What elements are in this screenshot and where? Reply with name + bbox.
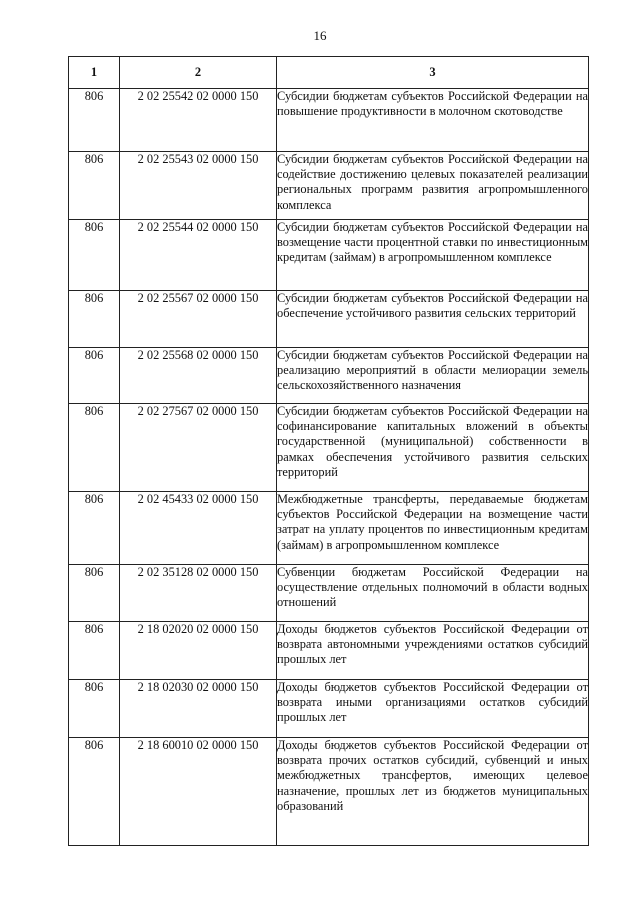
table-row — [69, 404, 589, 492]
description-cell: Субсидии бюджетам субъектов Российской Федерации на реализацию мероприятий в области мелиорации земель сельскохозяйственного назначения — [277, 348, 589, 404]
budget-code-cell: 2 02 25568 02 0000 150 — [120, 348, 277, 404]
column-header-2: 2 — [120, 57, 277, 89]
admin-code-cell: 806 — [69, 404, 120, 492]
budget-code-cell: 2 18 02030 02 0000 150 — [120, 680, 277, 738]
column-header-3: 3 — [277, 57, 589, 89]
description-cell: Доходы бюджетов субъектов Российской Федерации от возврата прочих остатков субсидий, субвенций и иных межбюджетных трансфертов, имеющих целевое назначение, прошлых лет из бюджетов муниципальных образований — [277, 738, 589, 846]
admin-code-cell: 806 — [69, 348, 120, 404]
table-row — [69, 680, 589, 738]
table-row — [69, 152, 589, 220]
table-header-row — [69, 57, 589, 89]
admin-code-cell: 806 — [69, 738, 120, 846]
budget-code-cell: 2 18 60010 02 0000 150 — [120, 738, 277, 846]
table-row — [69, 738, 589, 846]
admin-code-cell: 806 — [69, 492, 120, 565]
budget-codes-table — [68, 56, 589, 846]
table-row — [69, 348, 589, 404]
table-row — [69, 220, 589, 291]
table-row — [69, 89, 589, 152]
table-row — [69, 492, 589, 565]
budget-code-cell: 2 02 25542 02 0000 150 — [120, 89, 277, 152]
description-cell: Доходы бюджетов субъектов Российской Федерации от возврата иными организациями остатков субсидий прошлых лет — [277, 680, 589, 738]
column-header-1: 1 — [69, 57, 120, 89]
description-cell: Субвенции бюджетам Российской Федерации на осуществление отдельных полномочий в области водных отношений — [277, 565, 589, 622]
description-cell: Субсидии бюджетам субъектов Российской Федерации на возмещение части процентной ставки по инвестиционным кредитам (займам) в агропромышленном комплексе — [277, 220, 589, 291]
budget-code-cell: 2 02 25544 02 0000 150 — [120, 220, 277, 291]
admin-code-cell: 806 — [69, 565, 120, 622]
admin-code-cell: 806 — [69, 220, 120, 291]
description-cell: Субсидии бюджетам субъектов Российской Федерации на повышение продуктивности в молочном скотоводстве — [277, 89, 589, 152]
description-cell: Субсидии бюджетам субъектов Российской Федерации на обеспечение устойчивого развития сельских территорий — [277, 291, 589, 348]
description-cell: Межбюджетные трансферты, передаваемые бюджетам субъектов Российской Федерации на возмещение части затрат на уплату процентов по инвестиционным кредитам (займам) в агропромышленном комплексе — [277, 492, 589, 565]
admin-code-cell: 806 — [69, 622, 120, 680]
admin-code-cell: 806 — [69, 152, 120, 220]
admin-code-cell: 806 — [69, 680, 120, 738]
budget-code-cell: 2 02 35128 02 0000 150 — [120, 565, 277, 622]
admin-code-cell: 806 — [69, 89, 120, 152]
description-cell: Субсидии бюджетам субъектов Российской Федерации на софинансирование капитальных вложений в объекты государственной (муниципальной) собственности в рамках обеспечения устойчивого развития сельских территорий — [277, 404, 589, 492]
budget-code-cell: 2 02 27567 02 0000 150 — [120, 404, 277, 492]
description-cell: Доходы бюджетов субъектов Российской Федерации от возврата автономными учреждениями остатков субсидий прошлых лет — [277, 622, 589, 680]
budget-code-cell: 2 18 02020 02 0000 150 — [120, 622, 277, 680]
table-row — [69, 291, 589, 348]
page-number: 16 — [313, 28, 327, 43]
description-cell: Субсидии бюджетам субъектов Российской Федерации на содействие достижению целевых показателей реализации региональных программ развития агропромышленного комплекса — [277, 152, 589, 220]
table-row — [69, 622, 589, 680]
budget-code-cell: 2 02 25567 02 0000 150 — [120, 291, 277, 348]
table-row — [69, 565, 589, 622]
budget-code-cell: 2 02 45433 02 0000 150 — [120, 492, 277, 565]
admin-code-cell: 806 — [69, 291, 120, 348]
budget-code-cell: 2 02 25543 02 0000 150 — [120, 152, 277, 220]
